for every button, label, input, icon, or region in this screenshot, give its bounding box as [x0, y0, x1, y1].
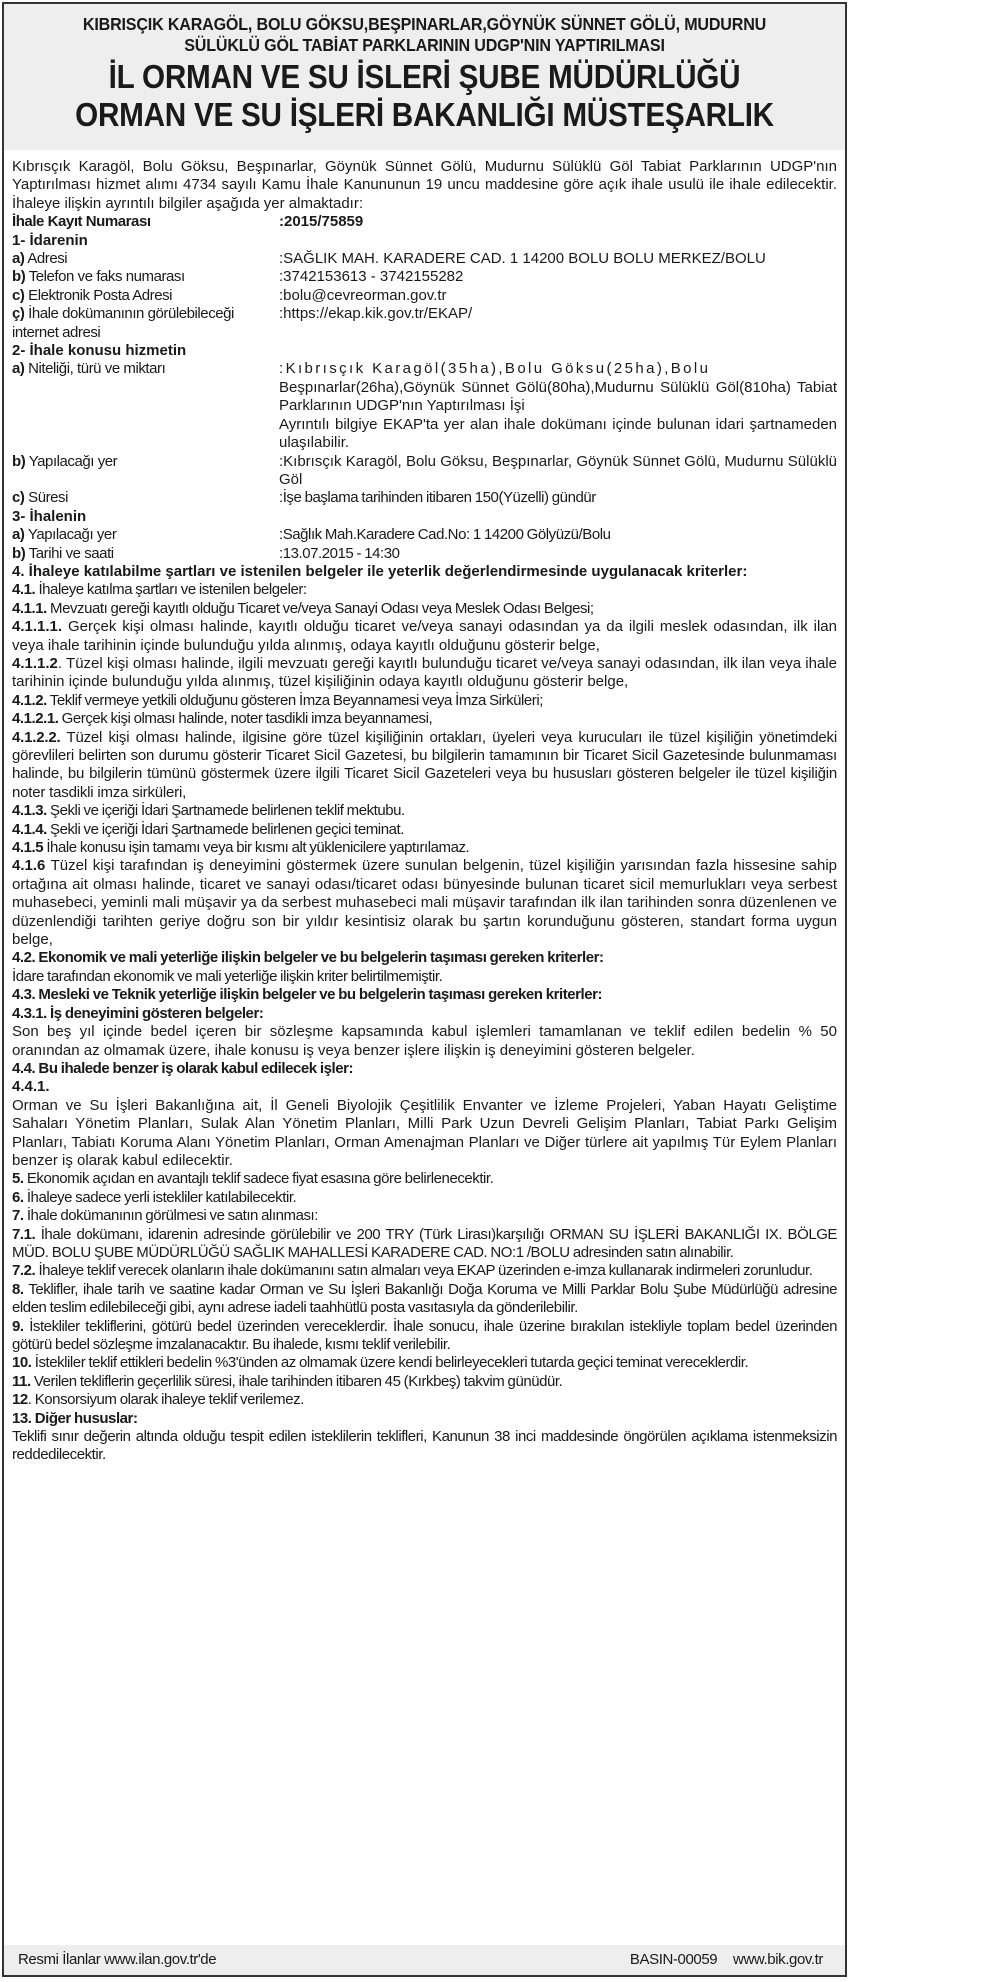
- header-subtitle-line1: KIBRISÇIK KARAGÖL, BOLU GÖKSU,BEŞPINARLAR,GÖYNÜK SÜNNET GÖLÜ, MUDURNU: [82, 14, 767, 34]
- section2-location-row: [12, 453, 837, 490]
- registry-row: [12, 213, 837, 231]
- section1-website-row: [12, 305, 837, 342]
- nature-value: Beşpınarlar(26ha),Göynük Sünnet Gölü(80ha),Mudurnu Sülüklü Göl(810ha) Tabiat Parklarının UDGP'nın Yaptırılması İşi: [279, 378, 837, 415]
- header-title-line1: İL ORMAN VE SU İSLERİ ŞUBE MÜDÜRLÜĞÜ: [108, 58, 741, 95]
- website-label: İhale dokümanının görülebileceği internet adresi: [12, 305, 234, 341]
- section-4-3-1-heading: 4.3.1. İş deneyimini gösteren belgeler:: [12, 1004, 264, 1022]
- clause-4-1-2-1: 4.1.2.1. Gerçek kişi olması halinde, noter tasdikli imza beyannamesi,: [12, 710, 433, 728]
- clause-10: 10. İstekliler teklif ettikleri bedelin %3'ünden az olmamak üzere kendi belirleyecekleri tutarda geçici teminat vereceklerdir.: [12, 1354, 749, 1372]
- place-value: :Sağlık Mah.Karadere Cad.No: 1 14200 Gölyüzü/Bolu: [279, 526, 611, 544]
- section-4-2-heading: 4.2. Ekonomik ve mali yeterliğe ilişkin belgeler ve bu belgelerin taşıması gereken kriterler:: [12, 949, 604, 967]
- item-key: b): [12, 544, 26, 562]
- section13-text: Teklifi sınır değerin altında olduğu tespit edilen isteklilerin teklifleri, Kanunun 38 inci maddesinde öngörülen açıklama istenmeksizin reddedilecektir.: [12, 1428, 837, 1464]
- item-key: c): [12, 489, 25, 507]
- section-4-2-text: İdare tarafından ekonomik ve mali yeterliğe ilişkin kriter belirtilmemiştir.: [12, 967, 443, 985]
- section4-heading: 4. İhaleye katılabilme şartları ve istenilen belgeler ile yeterlik değerlendirmesinde uygulanacak kriterler:: [12, 562, 748, 580]
- clause-5: 5. Ekonomik açıdan en avantajlı teklif sadece fiyat esasına göre belirlenecektir.: [12, 1170, 494, 1188]
- section1-heading: 1- İdarenin: [12, 231, 88, 249]
- email-label: Elektronik Posta Adresi: [28, 286, 173, 304]
- phone-value: :3742153613 - 3742155282: [279, 268, 464, 286]
- section3-place-row: [12, 526, 837, 544]
- header-title-line2: ORMAN VE SU İŞLERİ BAKANLIĞI MÜSTEŞARLIK: [75, 96, 774, 133]
- clause-6: 6. İhaleye sadece yerli istekliler katılabilecektir.: [12, 1188, 297, 1206]
- clause-8: 8. Teklifler, ihale tarih ve saatine kadar Orman ve Su İşleri Bakanlığı Doğa Koruma ve Milli Parklar Bolu Şube Müdürlüğü adresine elden teslim edilebileceği gibi, aynı adrese iadeli taahhütlü posta vasıtasıyla da gönderilebilir.: [12, 1280, 837, 1317]
- section-4-4-heading: 4.4. Bu ihalede benzer iş olarak kabul edilecek işler:: [12, 1059, 354, 1077]
- section3-date-row: [12, 545, 837, 563]
- address-label: Adresi: [27, 250, 68, 268]
- duration-label: Süresi: [28, 489, 68, 507]
- clause-7: 7. İhale dokümanının görülmesi ve satın alınması:: [12, 1207, 318, 1225]
- date-label: Tarihi ve saati: [28, 544, 114, 562]
- clause-11: 11. Verilen tekliflerin geçerlilik süresi, ihale tarihinden itibaren 45 (Kırkbeş) takvim günüdür.: [12, 1372, 563, 1390]
- website-value[interactable]: :https://ekap.kik.gov.tr/EKAP/: [279, 305, 473, 323]
- date-value: :13.07.2015 - 14:30: [279, 544, 400, 562]
- clause-12: 12. Konsorsiyum olarak ihaleye teklif verilemez.: [12, 1391, 304, 1409]
- registry-value: :2015/75859: [279, 213, 364, 231]
- announcement-body: [4, 150, 845, 1465]
- tender-announcement: [2, 2, 847, 1977]
- email-value: :bolu@cevreorman.gov.tr: [279, 286, 447, 304]
- footer-bik-link[interactable]: www.bik.gov.tr: [733, 1951, 823, 1968]
- item-key: a): [12, 526, 25, 544]
- clause-4-1-2: 4.1.2. Teklif vermeye yetkili olduğunu gösteren İmza Beyannamesi veya İmza Sirküleri;: [12, 691, 543, 709]
- clause-4-1: 4.1. İhaleye katılma şartları ve istenilen belgeler:: [12, 581, 307, 599]
- item-key: a): [12, 360, 25, 378]
- section2-nature-row: [12, 360, 837, 452]
- clause-4-1-6: 4.1.6 Tüzel kişi tarafından iş deneyimini göstermek üzere sunulan belgenin, tüzel kişiliğin yarısından fazla hissesine sahip ortağına ait olması halinde, ticaret ve sanayi odası/ticaret odası bünyesinde bulunan ticaret sicil memurlukları veya serbest muhasebeci, yeminli mali müşavir ya da serbest muhasebeci mali müşavir tarafından ilk ilan tarihinden sonra düzenlenen ve düzenlendiği tarihten geriye doğru son bir yıldır kesintisiz olarak bu şartın korunduğunu gösteren, standart forma uygun belge,: [12, 857, 837, 949]
- clause-4-1-4: 4.1.4. Şekli ve içeriği İdari Şartnamede belirlenen geçici teminat.: [12, 820, 404, 838]
- clause-7-2: 7.2. İhaleye teklif verecek olanların ihale dokümanını satın almaları veya EKAP üzerinden e-imza kullanarak indirmeleri zorunludur.: [12, 1262, 813, 1280]
- clause-4-1-2-2: 4.1.2.2. Tüzel kişi olması halinde, ilgisine göre tüzel kişiliğinin ortakları, üyeleri veya kurucuları ile tüzel kişiliğin yönetimdeki görevlileri belirten son durumu gösterir Ticaret Sicil Gazetesi, bu bilgilerin tamamının bir Ticaret Sicil Gazetesinde bulunmaması halinde, bu bilgilerin tümünü göstermek üzere ilgili Ticaret Sicil Gazeteleri veya bu hususları gösteren belgeler ile tüzel kişiliğin noter tasdikli imza sirküleri,: [12, 728, 837, 801]
- nature-value-line1: :Kıbrısçık Karagöl(35ha),Bolu Göksu(25ha),Bolu: [279, 360, 711, 378]
- clause-4-1-1-2: 4.1.1.2. Tüzel kişi olması halinde, ilgili mevzuatı gereği kayıtlı bulunduğu ticaret ve/veya sanayi odasından, ilk ilan veya ihale tarihinin içinde bulunduğu yılda alınmış, tüzel kişiliğinin odaya kayıtlı olduğunu gösterir belge,: [12, 654, 837, 691]
- intro-paragraph: Kıbrısçık Karagöl, Bolu Göksu, Beşpınarlar, Göynük Sünnet Gölü, Mudurnu Sülüklü Göl Tabiat Parklarının UDGP'nın Yaptırılması hizmet alımı 4734 sayılı Kamu İhale Kanununun 19 uncu maddesine göre açık ihale usulü ile ihale edilecektir. İhaleye ilişkin ayrıntılı bilgiler aşağıda yer almaktadır:: [12, 158, 837, 212]
- clause-9: 9. İstekliler tekliflerini, götürü bedel üzerinden vereceklerdir. İhale sonucu, ihale üzerine bırakılan istekliyle toplam bedel üzerinden götürü bedel sözleşme imzalanacaktır. Bu ihalede, kısmı teklif verilebilir.: [12, 1317, 837, 1353]
- section1-phone-row: [12, 268, 837, 286]
- announcement-header: [4, 4, 845, 150]
- section2-heading: 2- İhale konusu hizmetin: [12, 342, 187, 360]
- registry-label: İhale Kayıt Numarası: [12, 213, 151, 231]
- clause-7-1: 7.1. İhale dokümanı, idarenin adresinde görülebilir ve 200 TRY (Türk Lirası)karşılığı ORMAN SU İŞLERİ BAKANLIĞI IX. BÖLGE MÜD. BOLU ŞUBE MÜDÜRLÜĞÜ SAĞLIK MAHALLESİ KARADERE CAD. NO:1 /BOLU adresinden satın alınabilir.: [12, 1225, 837, 1261]
- duration-value: :İşe başlama tarihinden itibaren 150(Yüzelli) gündür: [279, 489, 596, 507]
- section3-heading: 3- İhalenin: [12, 507, 87, 525]
- item-key: c): [12, 286, 25, 304]
- place-label: Yapılacağı yer: [27, 526, 117, 544]
- footer-basin-code: BASIN-00059: [629, 1951, 718, 1968]
- nature-label: Niteliği, türü ve miktarı: [28, 360, 166, 378]
- item-key: b): [12, 268, 26, 286]
- phone-label: Telefon ve faks numarası: [28, 268, 185, 286]
- footer-resmi-ilanlar-link[interactable]: Resmi İlanlar www.ilan.gov.tr'de: [18, 1951, 217, 1968]
- section-4-3-1-text: Son beş yıl içinde bedel içeren bir sözleşme kapsamında kabul işlemleri tamamlanan ve teklif edilen bedelin % 50 oranından az olmamak üzere, ihale konusu iş veya benzer işlere ilişkin iş deneyimini gösteren belgeler.: [12, 1023, 837, 1059]
- item-key: b): [12, 452, 26, 470]
- location-value: :Kıbrısçık Karagöl, Bolu Göksu, Beşpınarlar, Göynük Sünnet Gölü, Mudurnu Sülüklü Göl: [279, 452, 837, 488]
- section1-email-row: [12, 287, 837, 305]
- section-4-4-1-heading: 4.4.1.: [12, 1078, 50, 1096]
- section-4-4-1-text: Orman ve Su İşleri Bakanlığına ait, İl Geneli Biyolojik Çeşitlilik Envanter ve İzleme Projeleri, Yaban Hayatı Geliştime Sahaları Yönetim Planları, Sulak Alan Yönetim Planları, Milli Park Uzun Devreli Gelişim Planları, Tabiat Parkı Gelişim Planları, Tabiatı Koruma Alanı Yönetim Planları, Orman Amenajman Planları ve Diğer türlere ait yapılmış Tür Eylem Planları benzer iş olarak kabul edilecektir.: [12, 1096, 837, 1169]
- clause-4-1-1: 4.1.1. Mevzuatı gereği kayıtlı olduğu Ticaret ve/veya Sanayi Odası veya Meslek Odası Belgesi;: [12, 599, 594, 617]
- announcement-footer: [4, 1945, 845, 1975]
- section2-duration-row: [12, 489, 837, 507]
- nature-value-extra: Ayrıntılı bilgiye EKAP'ta yer alan ihale dokümanı içinde bulunan idari şartnameden ulaşılabilir.: [279, 415, 837, 452]
- section-4-3-heading: 4.3. Mesleki ve Teknik yeterliğe ilişkin belgeler ve bu belgelerin taşıması gereken kriterler:: [12, 986, 603, 1004]
- address-value: :SAĞLIK MAH. KARADERE CAD. 1 14200 BOLU BOLU MERKEZ/BOLU: [279, 250, 766, 268]
- location-label: Yapılacağı yer: [28, 452, 118, 470]
- section13-heading: 13. Diğer hususlar:: [12, 1409, 138, 1427]
- header-subtitle-line2: SÜLÜKLÜ GÖL TABİAT PARKLARININ UDGP'NIN YAPTIRILMASI: [184, 35, 665, 55]
- item-key: a): [12, 250, 25, 268]
- section1-address-row: [12, 250, 837, 268]
- clause-4-1-3: 4.1.3. Şekli ve içeriği İdari Şartnamede belirlenen teklif mektubu.: [12, 802, 405, 820]
- clause-4-1-5: 4.1.5 İhale konusu işin tamamı veya bir kısmı alt yüklenicilere yaptırılamaz.: [12, 839, 470, 857]
- clause-4-1-1-1: 4.1.1.1. Gerçek kişi olması halinde, kayıtlı olduğu ticaret ve/veya sanayi odasından ya da ilgili meslek odasından, ilk ilan veya ihale tarihinin içinde bulunduğu yılda alınmış, odaya kayıtlı olduğunu gösterir belge,: [12, 618, 837, 654]
- item-key: ç): [12, 305, 25, 323]
